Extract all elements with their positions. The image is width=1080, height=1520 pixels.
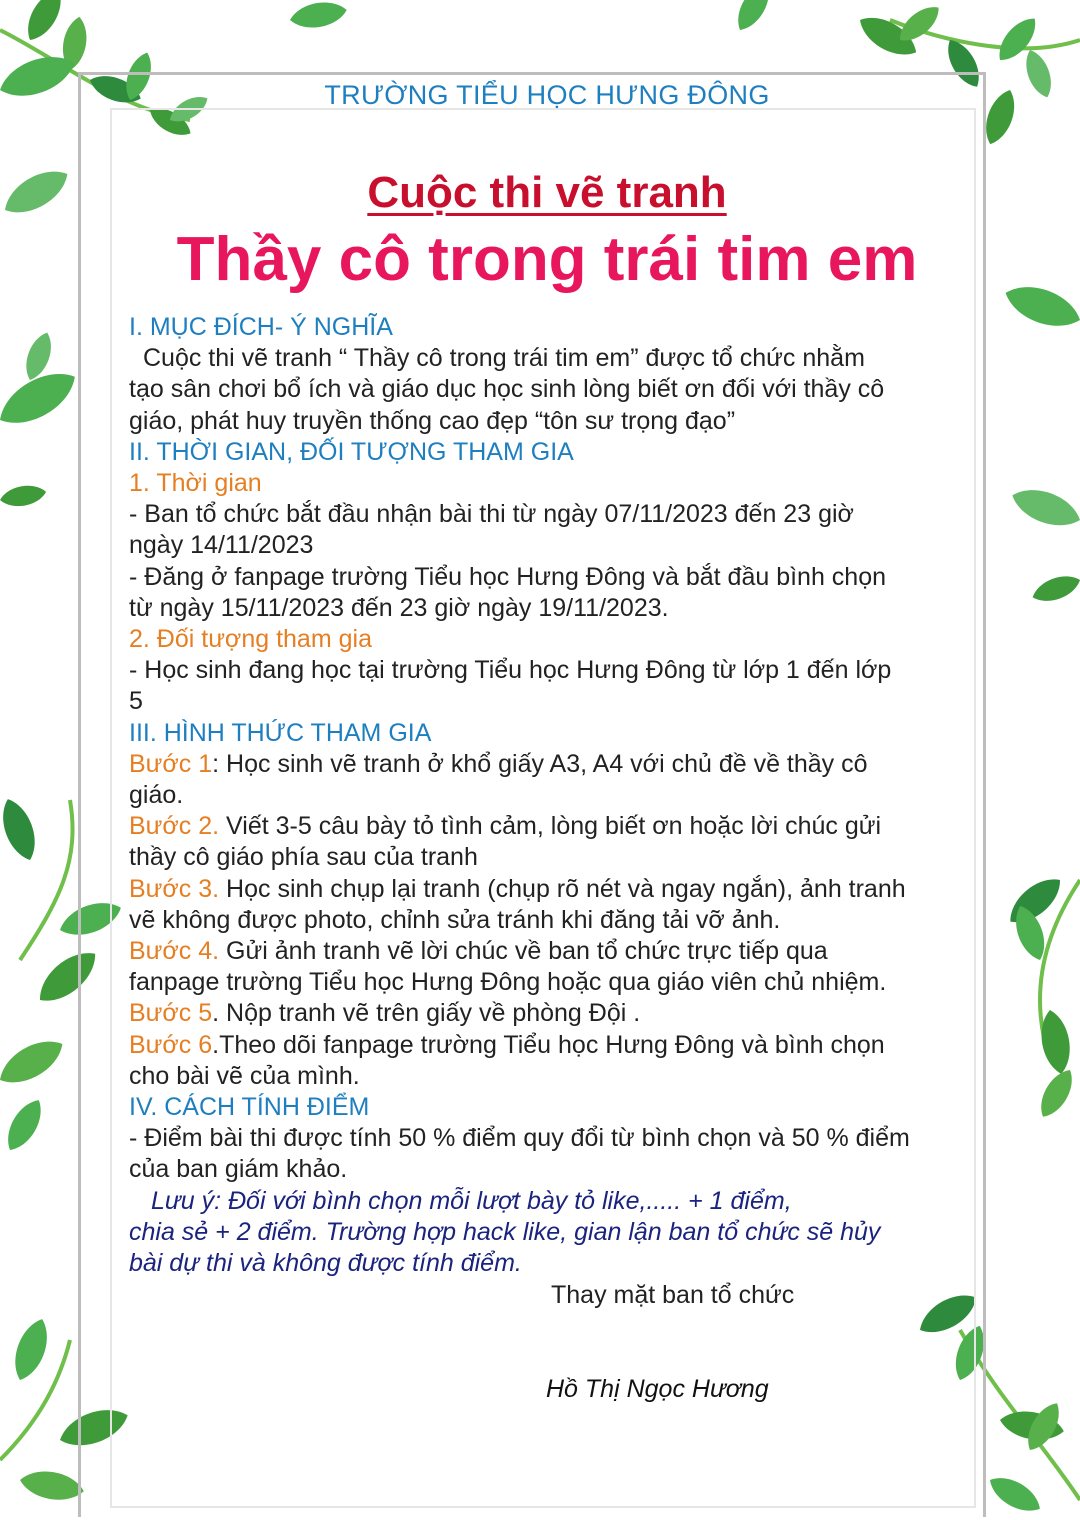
signature-name: Hồ Thị Ngọc Hương [546,1375,769,1403]
purpose-line: giáo, phát huy truyền thống cao đẹp “tôn sư trọng đạo” [129,406,736,435]
step-item [129,936,969,967]
step-text: Gửi ảnh tranh vẽ lời chúc về ban tổ chức trực tiếp qua [219,937,828,966]
contest-label: Cuộc thi vẽ tranh [367,168,727,217]
step-text-cont: fanpage trường Tiểu học Hưng Đông hoặc qua giáo viên chủ nhiệm. [129,968,887,997]
step-label: Bước 3. [129,874,220,903]
step-text-cont: vẽ không được photo, chỉnh sửa tránh khi đăng tải vỡ ảnh. [129,905,781,934]
section-heading-scoring: IV. CÁCH TÍNH ĐIỂM [129,1093,370,1122]
step-item [129,811,969,842]
section-heading-purpose: I. MỤC ĐÍCH- Ý NGHĨA [129,313,393,341]
step-text: . Nộp tranh vẽ trên giấy về phòng Đội . [212,999,641,1028]
step-item [129,749,969,780]
note-line: bài dự thi và không được tính điểm. [129,1249,522,1278]
participants-line: 5 [129,687,143,716]
time-line: từ ngày 15/11/2023 đến 23 giờ ngày 19/11/2023. [129,593,669,622]
scoring-line: - Điểm bài thi được tính 50 % điểm quy đổi từ bình chọn và 50 % điểm [129,1124,910,1153]
scoring-line: của ban giám khảo. [129,1155,348,1184]
step-item [129,874,969,905]
step-item [129,998,969,1029]
time-line: - Ban tổ chức bắt đầu nhận bài thi từ ngày 07/11/2023 đến 23 giờ [129,500,854,529]
step-item [129,1030,969,1061]
step-text-cont: giáo. [129,781,184,810]
section-heading-time: II. THỜI GIAN, ĐỐI TƯỢNG THAM GIA [129,437,574,466]
note-line: chia sẻ + 2 điểm. Trường hợp hack like, gian lận ban tổ chức sẽ hủy [129,1217,881,1246]
step-text: Học sinh chụp lại tranh (chụp rõ nét và ngay ngắn), ảnh tranh [219,874,906,903]
school-name: TRƯỜNG TIỂU HỌC HƯNG ĐÔNG [324,80,770,110]
purpose-line: Cuộc thi vẽ tranh “ Thầy cô trong trái tim em” được tổ chức nhằm [143,344,865,373]
step-label: Bước 2. [129,812,220,841]
step-text: .Theo dõi fanpage trường Tiểu học Hưng Đông và bình chọn [212,1030,885,1059]
time-line: - Đăng ở fanpage trường Tiểu học Hưng Đông và bắt đầu bình chọn [129,562,887,591]
subheading-time: 1. Thời gian [129,469,262,498]
signature-role: Thay mặt ban tổ chức [551,1281,795,1309]
subheading-participants: 2. Đối tượng tham gia [129,625,372,654]
time-line: ngày 14/11/2023 [129,531,314,560]
step-label: Bước 4. [129,937,220,966]
section-heading-format: III. HÌNH THỨC THAM GIA [129,718,432,747]
step-text: : Học sinh vẽ tranh ở khổ giấy A3, A4 với chủ đề về thầy cô [212,749,868,778]
step-label: Bước 5 [129,999,213,1028]
contest-title: Thầy cô trong trái tim em [176,225,918,294]
announcement-body [129,312,969,1279]
step-label: Bước 1 [129,749,213,778]
step-label: Bước 6 [129,1030,213,1059]
purpose-line: tạo sân chơi bổ ích và giáo dục học sinh lòng biết ơn đối với thầy cô [129,375,885,404]
participants-line: - Học sinh đang học tại trường Tiểu học Hưng Đông từ lớp 1 đến lớp [129,656,892,685]
step-text-cont: thầy cô giáo phía sau của tranh [129,843,478,872]
note-line: Lưu ý: Đối với bình chọn mỗi lượt bày tỏ like,..... + 1 điểm, [151,1186,792,1215]
step-text-cont: cho bài vẽ của mình. [129,1061,360,1090]
step-text: Viết 3-5 câu bày tỏ tình cảm, lòng biết ơn hoặc lời chúc gửi [219,812,882,841]
